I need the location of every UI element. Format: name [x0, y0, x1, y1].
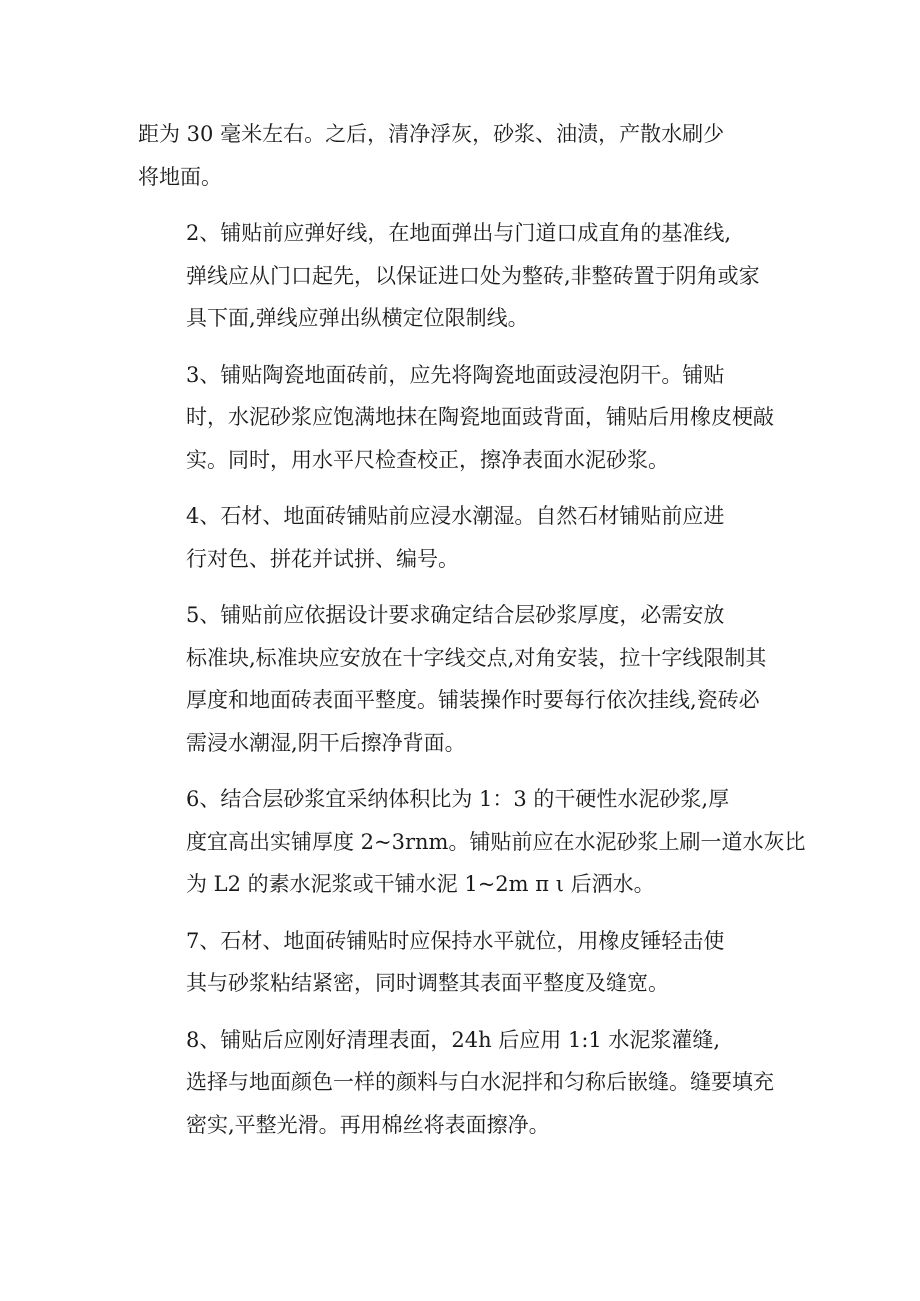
- paragraph-item-4: [138, 495, 810, 580]
- text-line: 实。同时，用水平尺检查校正，擦净表面水泥砂浆。: [186, 447, 669, 472]
- text-line: 7、石材、地面砖铺贴时应保持水平就位，用橡皮锤轻击使: [186, 928, 725, 953]
- text-line: 标准块,标准块应安放在十字线交点,对角安装，拉十字线限制其: [186, 645, 767, 670]
- text-line: 行对色、拼花并试拼、编号。: [186, 546, 459, 571]
- document-body: [138, 113, 810, 1160]
- paragraph-item-5: [138, 594, 810, 764]
- paragraph-item-7: [138, 920, 810, 1005]
- text-line: 8、铺贴后应刚好清理表面，24h 后应用 1:1 水泥浆灌缝,: [186, 1027, 721, 1052]
- paragraph-continuation: [138, 113, 810, 198]
- text-line: 度宜高出实铺厚度 2~3rnm。铺贴前应在水泥砂浆上刷一道水灰比: [186, 829, 806, 854]
- text-line: 具下面,弹线应弹出纵横定位限制线。: [186, 306, 529, 330]
- text-line: 6、结合层砂浆宜采纳体积比为 1：3 的干硬性水泥砂浆,厚: [186, 787, 730, 811]
- text-line: 密实,平整光滑。再用棉丝将表面擦净。: [186, 1112, 550, 1137]
- text-line: 距为 30 毫米左右。之后，清净浮灰，砂浆、油渍，产散水刷少: [138, 122, 725, 146]
- text-line: 弹线应从门口起先，以保证进口处为整砖,非整砖置于阴角或家: [186, 263, 760, 288]
- text-line: 时，水泥砂浆应饱满地抹在陶瓷地面豉背面，铺贴后用橡皮梗敲: [186, 405, 774, 429]
- text-line: 2、铺贴前应弹好线，在地面弹出与门道口成直角的基准线,: [186, 221, 732, 245]
- text-line: 3、铺贴陶瓷地面砖前，应先将陶瓷地面豉浸泡阴干。铺贴: [186, 362, 725, 387]
- text-line: 5、铺贴前应依据设计要求确定结合层砂浆厚度，必需安放: [186, 603, 725, 627]
- text-line: 为 L2 的素水泥浆或干铺水泥 1~2m π ι 后洒水。: [186, 872, 655, 896]
- paragraph-item-2: [138, 212, 810, 340]
- text-line: 需浸水潮湿,阴干后擦净背面。: [186, 730, 466, 755]
- text-line: 其与砂浆粘结紧密，同时调整其表面平整度及缝宽。: [186, 971, 669, 995]
- paragraph-item-3: [138, 354, 810, 482]
- text-line: 选择与地面颜色一样的颜料与白水泥拌和匀称后嵌缝。缝要填充: [186, 1070, 774, 1094]
- text-line: 将地面。: [138, 164, 222, 189]
- paragraph-item-6: [138, 778, 810, 906]
- text-line: 厚度和地面砖表面平整度。铺装操作时要每行依次挂线,瓷砖必: [186, 688, 760, 712]
- text-line: 4、石材、地面砖铺贴前应浸水潮湿。自然石材铺贴前应进: [186, 504, 725, 528]
- paragraph-item-8: [138, 1019, 810, 1147]
